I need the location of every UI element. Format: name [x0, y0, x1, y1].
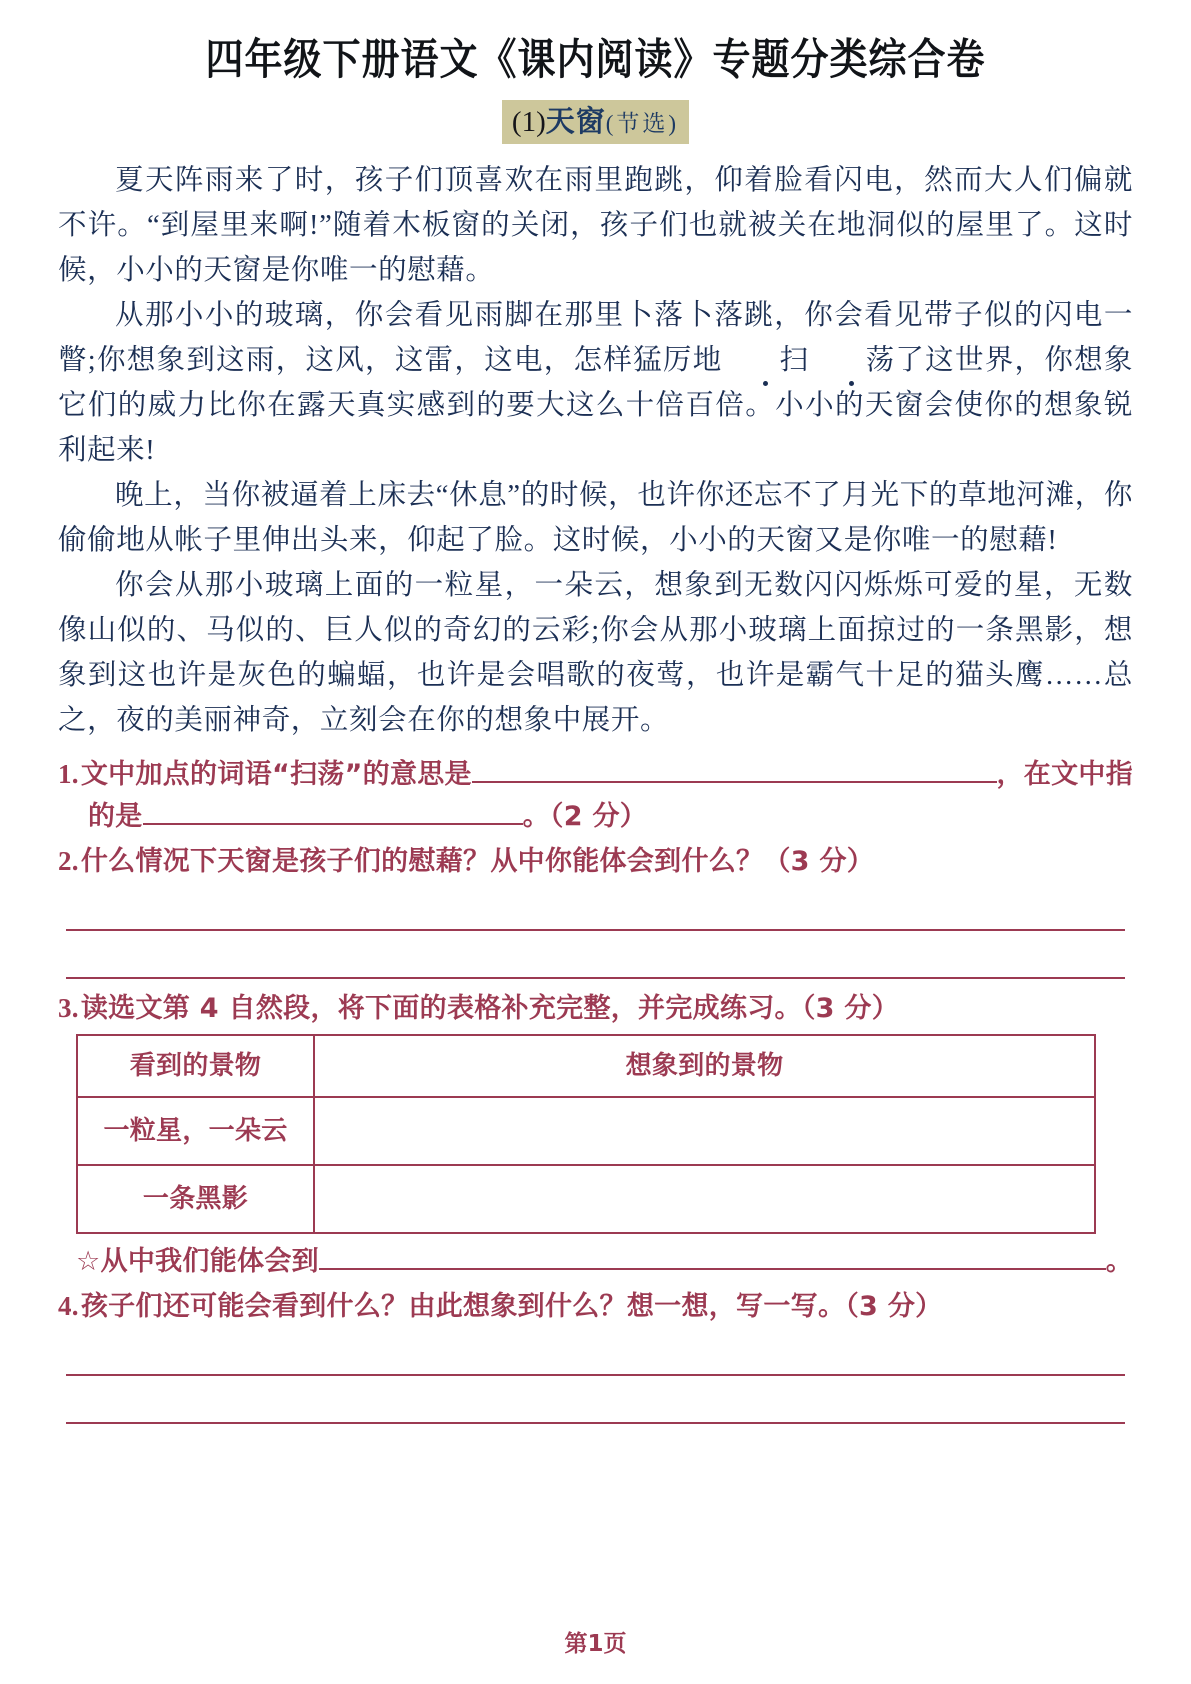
subtitle-container	[58, 100, 1133, 144]
reading-passage	[58, 158, 1133, 743]
table-cell-imagined-2[interactable]	[314, 1165, 1095, 1233]
table-cell-seen-1: 一粒星，一朵云	[77, 1097, 314, 1165]
question-2	[58, 840, 1133, 979]
answer-space-4b	[58, 1376, 1133, 1422]
question-1-prompt-c: 的是	[88, 800, 143, 832]
answer-blank-1a[interactable]	[472, 755, 997, 783]
table-cell-imagined-1[interactable]	[314, 1097, 1095, 1165]
question-4-prompt: 孩子们还可能会看到什么？由此想象到什么？想一想，写一写。（3 分）	[80, 1290, 943, 1322]
answer-space-2b	[58, 931, 1133, 977]
answer-space-2a	[58, 883, 1133, 929]
answer-rule-4b[interactable]	[66, 1422, 1125, 1424]
answer-space-4a	[58, 1328, 1133, 1374]
question-1-prompt-a: 文中加点的词语“扫荡”的意思是	[80, 758, 472, 790]
question-1-line-1	[58, 753, 1133, 796]
emphasis-mark-char: 扫	[722, 338, 808, 383]
subtitle-highlight	[502, 100, 689, 144]
star-icon: ☆	[76, 1245, 101, 1277]
question-3-conclusion-line	[58, 1240, 1133, 1283]
subtitle-number: (1)	[511, 105, 546, 138]
question-4-line	[58, 1285, 1133, 1328]
subtitle-note: (节选)	[605, 110, 680, 136]
questions-block	[58, 753, 1133, 1424]
passage-text: 晚上，当你被逼着上床去“休息”的时候，也许你还忘不了月光下的草地河滩，你偷偷地从帐子里伸出头来，仰起了脸。这时候，小小的天窗又是你唯一的慰藉!	[58, 479, 1133, 556]
question-3-prompt: 读选文第 4 自然段，将下面的表格补充完整，并完成练习。（3 分）	[80, 992, 900, 1024]
answer-rule-2b[interactable]	[66, 977, 1125, 979]
answer-blank-3[interactable]	[319, 1242, 1106, 1270]
question-3-number: 3.	[58, 992, 79, 1023]
passage-text: 了这世界，你想象它们的威力比你在露天真实感到的要大这么十倍百倍。小小的天窗会使你的想象锐利起来!	[58, 344, 1133, 466]
question-3	[58, 987, 1133, 1283]
answer-blank-1b[interactable]	[143, 797, 523, 825]
question-1-line-2	[58, 796, 1133, 838]
page-footer: 第1页	[564, 1631, 627, 1657]
imagination-table	[76, 1034, 1096, 1234]
passage-paragraph-2	[58, 293, 1133, 473]
passage-paragraph-3	[58, 473, 1133, 563]
table-row	[77, 1097, 1095, 1165]
passage-paragraph-4	[58, 563, 1133, 743]
subtitle-main: 天窗	[545, 103, 606, 138]
question-3-conclusion-label: 从中我们能体会到	[100, 1245, 319, 1277]
passage-paragraph-1	[58, 158, 1133, 293]
table-cell-seen-2: 一条黑影	[77, 1165, 314, 1233]
passage-text: 夏天阵雨来了时，孩子们顶喜欢在雨里跑跳，仰着脸看闪电，然而大人们偏就不许。“到屋里来啊!”随着木板窗的关闭，孩子们也就被关在地洞似的屋里了。这时候，小小的天窗是你唯一的慰藉。	[58, 164, 1133, 286]
question-2-number: 2.	[58, 845, 79, 876]
table-header-imagined: 想象到的景物	[314, 1035, 1095, 1097]
question-1	[58, 753, 1133, 838]
question-2-prompt: 什么情况下天窗是孩子们的慰藉？从中你能体会到什么？（3 分）	[80, 845, 875, 877]
question-1-number: 1.	[58, 758, 79, 789]
emphasis-mark-char: 荡	[809, 338, 895, 383]
question-2-line	[58, 840, 1133, 883]
question-3-conclusion-period: 。	[1105, 1245, 1133, 1276]
question-1-prompt-b: ，在文中指	[996, 758, 1133, 790]
question-4	[58, 1285, 1133, 1424]
passage-text: 从那小小的玻璃，你会看见雨脚在那里卜落卜落跳，你会看见带子似的闪电一瞥;你想象到这雨，这风，这雷，这电，怎样猛厉地	[58, 299, 1133, 376]
question-4-number: 4.	[58, 1290, 79, 1321]
question-3-line	[58, 987, 1133, 1030]
table-header-seen: 看到的景物	[77, 1035, 314, 1097]
question-1-score: 。（2 分）	[522, 800, 648, 832]
page-title: 四年级下册语文《课内阅读》专题分类综合卷	[205, 34, 986, 84]
passage-text: 你会从那小玻璃上面的一粒星，一朵云，想象到无数闪闪烁烁可爱的星，无数像山似的、马似的、巨人似的奇幻的云彩;你会从那小玻璃上面掠过的一条黑影，想象到这也许是灰色的蝙蝠，也许是会唱歌的夜莺，也许是霸气十足的猫头鹰……总之，夜的美丽神奇，立刻会在你的想象中展开。	[58, 569, 1133, 736]
table-header-row	[77, 1035, 1095, 1097]
table-row	[77, 1165, 1095, 1233]
